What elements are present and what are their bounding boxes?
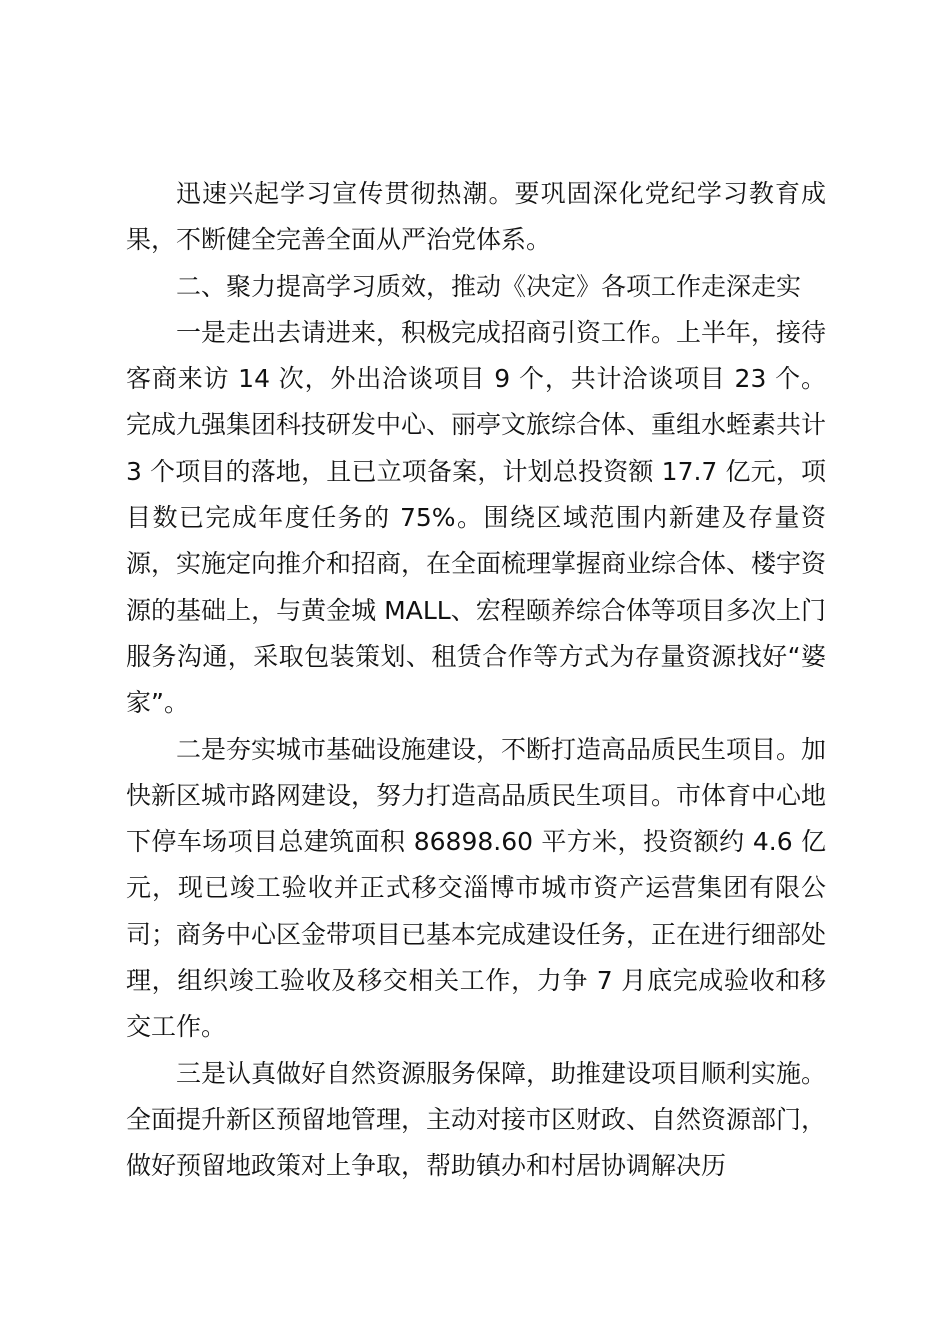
paragraph-infrastructure: 二是夯实城市基础设施建设，不断打造高品质民生项目。加快新区城市路网建设，努力打造高品质民生项目。市体育中心地下停车场项目总建筑面积 86898.60 平方米，投资额约 4.6 亿元，现已竣工验收并正式移交淄博市城市资产运营集团有限公司；商务中心区金带项目已基本完成建设任务，正在进行细部处理，组织竣工验收及移交相关工作，力争 7 月底完成验收和移交工作。 — [126, 734, 827, 1042]
document-body — [126, 171, 826, 1190]
paragraph-continuation: 迅速兴起学习宣传贯彻热潮。要巩固深化党纪学习教育成果，不断健全完善全面从严治党体系。 — [126, 179, 826, 255]
paragraph-investment: 一是走出去请进来，积极完成招商引资工作。上半年，接待客商来访 14 次，外出洽谈项目 9 个，共计洽谈项目 23 个。完成九强集团科技研发中心、丽亭文旅综合体、重组水蛭素共计 3 个项目的落地，且已立项备案，计划总投资额 17.7 亿元，项目数已完成年度任务的 75%。围绕区域范围内新建及存量资源，实施定向推介和招商，在全面梳理掌握商业综合体、楼宇资源的基础上，与黄金城 MALL、宏程颐养综合体等项目多次上门服务沟通，采取包装策划、租赁合作等方式为存量资源找好“婆家”。 — [126, 317, 827, 718]
paragraph-natural-resources: 三是认真做好自然资源服务保障，助推建设项目顺利实施。全面提升新区预留地管理，主动对接市区财政、自然资源部门，做好预留地政策对上争取，帮助镇办和村居协调解决历 — [126, 1058, 827, 1181]
section-heading: 二、聚力提高学习质效，推动《决定》各项工作走深走实 — [176, 271, 802, 301]
